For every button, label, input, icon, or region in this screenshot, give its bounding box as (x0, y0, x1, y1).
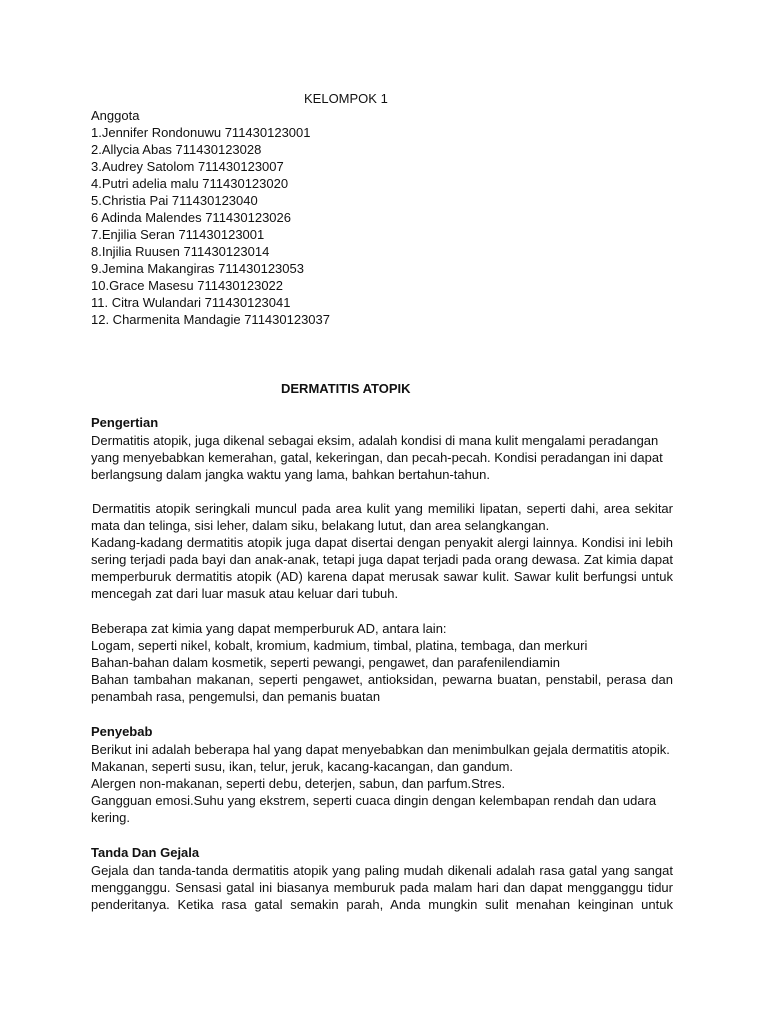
paragraph-line: Dermatitis atopik, juga dikenal sebagai eksim, adalah kondisi di mana kulit mengalami peradangan (91, 433, 659, 448)
paragraph-line: Alergen non-makanan, seperti debu, deterjen, sabun, dan parfum.Stres. (91, 776, 506, 791)
paragraph-line: Bahan-bahan dalam kosmetik, seperti pewangi, pengawet, dan parafenilendiamin (91, 655, 561, 670)
paragraph-line: Gejala dan tanda-tanda dermatitis atopik yang paling mudah dikenali adalah rasa gatal yang sangat (91, 863, 673, 878)
section-heading-tanda-gejala: Tanda Dan Gejala (91, 845, 200, 860)
paragraph-line: yang menyebabkan kemerahan, gatal, kekeringan, dan pecah-pecah. Kondisi peradangan ini dapat (91, 450, 663, 465)
member-item: 10.Grace Masesu 711430123022 (91, 278, 284, 293)
paragraph-line: Bahan tambahan makanan, seperti pengawet, antioksidan, pewarna buatan, penstabil, perasa dan (91, 672, 673, 687)
group-title: KELOMPOK 1 (304, 91, 388, 106)
member-item: 8.Injilia Ruusen 711430123014 (91, 244, 270, 259)
paragraph-line: memperburuk dermatitis atopik (AD) karena dapat merusak sawar kulit. Sawar kulit berfungsi untuk (91, 569, 673, 584)
paragraph-line: Gangguan emosi.Suhu yang ekstrem, seperti cuaca dingin dengan kelembapan rendah dan udara (91, 793, 657, 808)
paragraph-line: mencegah zat dari luar masuk atau keluar dari tubuh. (91, 586, 399, 601)
paragraph-line: berlangsung dalam jangka waktu yang lama, bahkan bertahun-tahun. (91, 467, 490, 482)
member-item: 3.Audrey Satolom 711430123007 (91, 159, 284, 174)
paragraph-line: penambah rasa, pengemulsi, dan pemanis buatan (91, 689, 381, 704)
member-item: 12. Charmenita Mandagie 711430123037 (91, 312, 330, 327)
members-heading: Anggota (91, 108, 140, 123)
member-item: 9.Jemina Makangiras 711430123053 (91, 261, 304, 276)
document-title: DERMATITIS ATOPIK (281, 381, 411, 396)
member-item: 5.Christia Pai 711430123040 (91, 193, 258, 208)
paragraph-line: mata dan telinga, sisi leher, dalam siku, belakang lutut, dan area selangkangan. (91, 518, 550, 533)
paragraph-line: penderitanya. Ketika rasa gatal semakin parah, Anda mungkin sulit menahan keinginan untuk (91, 897, 673, 912)
member-item: 7.Enjilia Seran 711430123001 (91, 227, 265, 242)
member-item: 6 Adinda Malendes 711430123026 (91, 210, 291, 225)
member-item: 4.Putri adelia malu 711430123020 (91, 176, 289, 191)
member-item: 1.Jennifer Rondonuwu 711430123001 (91, 125, 311, 140)
section-heading-pengertian: Pengertian (91, 415, 159, 430)
paragraph-line: sering terjadi pada bayi dan anak-anak, tetapi juga dapat terjadi pada orang dewasa. Zat kimia dapat (91, 552, 673, 567)
member-item: 11. Citra Wulandari 711430123041 (91, 295, 291, 310)
paragraph-line: Kadang-kadang dermatitis atopik juga dapat disertai dengan penyakit alergi lainnya. Kondisi ini lebih (91, 535, 673, 550)
member-item: 2.Allycia Abas 711430123028 (91, 142, 262, 157)
section-heading-penyebab: Penyebab (91, 724, 153, 739)
paragraph-line: Dermatitis atopik seringkali muncul pada area kulit yang memiliki lipatan, seperti dahi, area sekitar (92, 501, 673, 516)
paragraph-line: Makanan, seperti susu, ikan, telur, jeruk, kacang-kacangan, dan gandum. (91, 759, 514, 774)
paragraph-line: Berikut ini adalah beberapa hal yang dapat menyebabkan dan menimbulkan gejala dermatitis atopik. (91, 742, 670, 757)
paragraph-line: Logam, seperti nikel, kobalt, kromium, kadmium, timbal, platina, tembaga, dan merkuri (91, 638, 588, 653)
paragraph-line: Beberapa zat kimia yang dapat memperburuk AD, antara lain: (91, 621, 447, 636)
paragraph-line: mengganggu. Sensasi gatal ini biasanya memburuk pada malam hari dan dapat mengganggu tidur (91, 880, 673, 895)
paragraph-line: kering. (91, 810, 131, 825)
